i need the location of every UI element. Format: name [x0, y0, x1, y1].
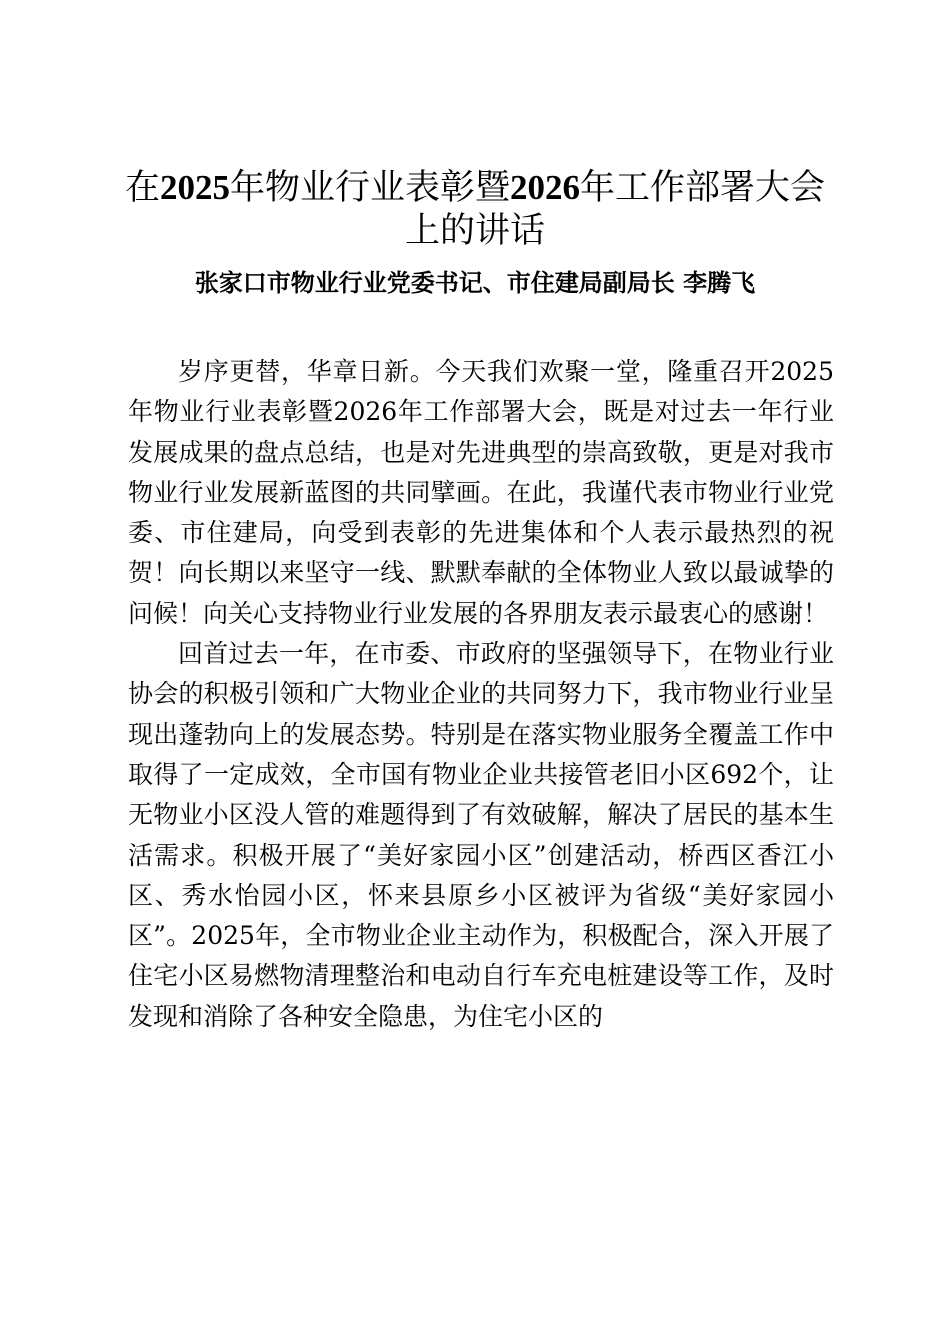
- document-title: [120, 166, 830, 253]
- document-body: [128, 352, 834, 1037]
- paragraph-1: 岁序更替，华章日新。今天我们欢聚一堂，隆重召开2025年物业行业表彰暨2026年工作部署大会，既是对过去一年行业发展成果的盘点总结，也是对先进典型的崇高致敬，更是对我市物业行业发展新蓝图的共同擘画。在此，我谨代表市物业行业党委、市住建局，向受到表彰的先进集体和个人表示最热烈的祝贺！向长期以来坚守一线、默默奉献的全体物业人致以最诚挚的问候！向关心支持物业行业发展的各界朋友表示最衷心的感谢！: [128, 357, 834, 628]
- paragraph-2: 回首过去一年，在市委、市政府的坚强领导下，在物业行业协会的积极引领和广大物业企业的共同努力下，我市物业行业呈现出蓬勃向上的发展态势。特别是在落实物业服务全覆盖工作中取得了一定成效，全市国有物业企业共接管老旧小区692个，让无物业小区没人管的难题得到了有效破解，解决了居民的基本生活需求。积极开展了“美好家园小区”创建活动，桥西区香江小区、秀水怡园小区，怀来县原乡小区被评为省级“美好家园小区”。2025年，全市物业企业主动作为，积极配合，深入开展了住宅小区易燃物清理整治和电动自行车充电桩建设等工作，及时发现和消除了各种安全隐患，为住宅小区的: [128, 639, 834, 1031]
- title-text-3: 年工作部署大会上的讲话: [404, 168, 826, 251]
- title-year-2: 2026: [510, 168, 580, 207]
- author-line: 张家口市物业行业党委书记、市住建局副局长 李腾飞: [194, 268, 756, 297]
- title-text-2: 年物业行业表彰暨: [229, 168, 510, 208]
- title-text-1: 在: [124, 168, 160, 208]
- title-year-1: 2025: [159, 168, 230, 207]
